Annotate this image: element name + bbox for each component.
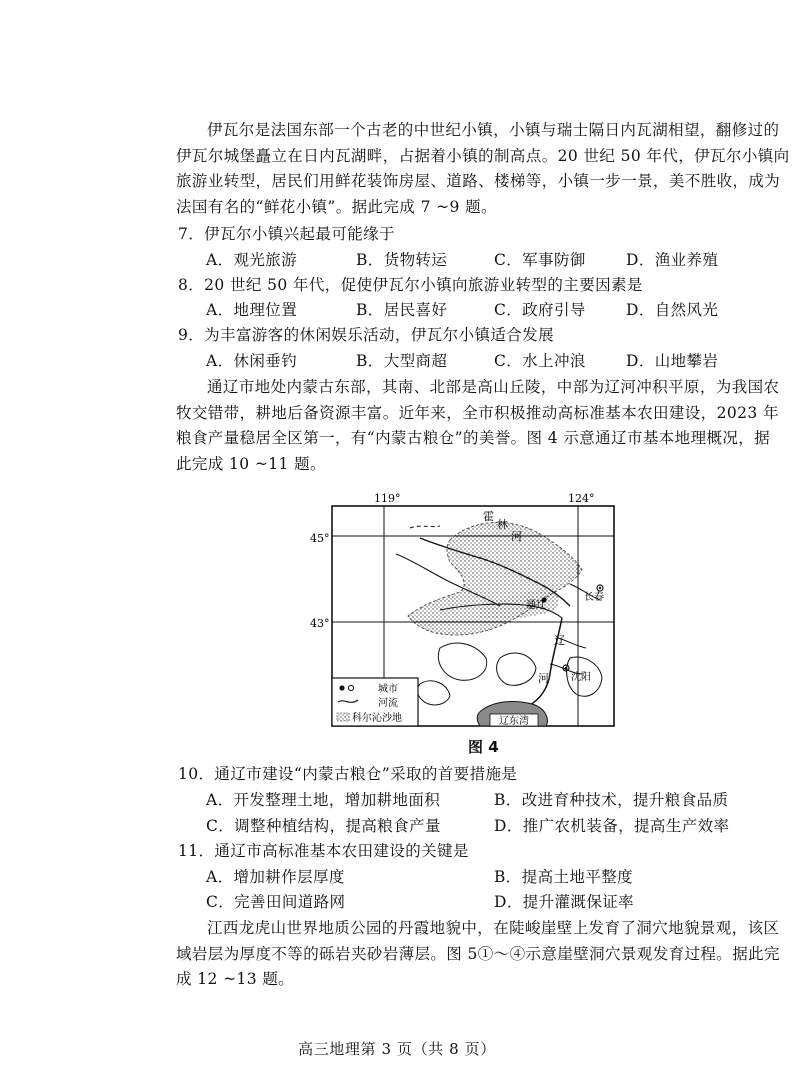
river-label-liao: 辽 (554, 634, 565, 647)
passage-line: 伊瓦尔城堡矗立在日内瓦湖畔，占据着小镇的制高点。20 世纪 50 年代，伊瓦尔小镇向 (176, 146, 790, 165)
option-b: B．提高土地平整度 (494, 868, 633, 886)
option-c: C．军事防御 (494, 251, 586, 269)
question-9-stem: 9．为丰富游客的休闲娱乐活动，伊瓦尔小镇适合发展 (178, 326, 554, 344)
question-11-stem: 11．通辽市高标准基本农田建设的关键是 (178, 842, 469, 860)
city-label-changchun: 长春 (584, 592, 604, 603)
option-d: D．渔业养殖 (626, 251, 719, 269)
river-label-liao-he: 河 (538, 672, 549, 685)
option-c: C．调整种植结构，提高粮食产量 (206, 817, 441, 835)
passage-line: 粮食产量稳居全区第一，有“内蒙古粮仓”的美誉。图 4 示意通辽市基本地理概况，据 (176, 429, 771, 447)
option-a: A．开发整理土地，增加耕地面积 (206, 791, 441, 809)
passage-line: 伊瓦尔是法国东部一个古老的中世纪小镇，小镇与瑞士隔日内瓦湖相望，翻修过的 (207, 121, 780, 139)
city-marker-shenyang-center (565, 667, 567, 669)
lon-label-124: 124° (568, 492, 595, 505)
option-b: B．货物转运 (356, 251, 448, 269)
option-d: D．自然风光 (626, 301, 719, 319)
passage-longhushan (176, 916, 778, 993)
bay-label: 辽东湾 (499, 716, 529, 727)
passage-tongliao (176, 375, 778, 477)
lat-label-45: 45° (310, 532, 330, 545)
question-9-options (206, 349, 766, 374)
passage-yvoire (176, 118, 790, 220)
question-11-options-row2 (206, 890, 766, 915)
question-8-options (206, 298, 766, 323)
option-a: A．增加耕作层厚度 (206, 868, 345, 886)
passage-line: 此完成 10 ~11 题。 (176, 454, 326, 473)
city-label-shenyang: 沈阳 (571, 672, 591, 683)
passage-line: 法国有名的“鲜花小镇”。据此完成 7 ~9 题。 (176, 197, 497, 216)
passage-line: 旅游业转型，居民们用鲜花装饰房屋、道路、楼梯等，小镇一步一景，美不胜收，成为 (176, 172, 781, 190)
option-d: D．提升灌溉保证率 (494, 893, 635, 911)
option-a: A．观光旅游 (206, 251, 298, 269)
option-c: C．完善田间道路网 (206, 893, 346, 911)
option-a: A．地理位置 (206, 301, 298, 319)
lat-label-43: 43° (310, 617, 330, 630)
question-10-stem: 10．通辽市建设“内蒙古粮仓”采取的首要措施是 (178, 765, 518, 783)
lon-label-119: 119° (374, 492, 401, 505)
legend-city-label: 城市 (378, 684, 398, 695)
option-b: B．大型商超 (356, 352, 448, 370)
legend-sand-label: 科尔沁沙地 (352, 713, 402, 724)
question-7-options (206, 248, 766, 273)
passage-line: 域岩层为厚度不等的砾岩夹砂岩薄层。图 5①～④示意崖壁洞穴景观发育过程。据此完 (176, 944, 780, 963)
option-d: D．推广农机装备，提高生产效率 (494, 817, 730, 835)
option-b: B．居民喜好 (356, 301, 448, 319)
question-10-options-row1 (206, 788, 766, 813)
passage-line: 通辽市地处内蒙古东部，其南、北部是高山丘陵，中部为辽河冲积平原，为我国农 (207, 378, 780, 396)
passage-line: 牧交错带，耕地后备资源丰富。近年来，全市积极推动高标准基本农田建设，2023 年 (176, 403, 779, 422)
legend-river-label: 河流 (378, 698, 398, 709)
river-label-lin: 林 (497, 518, 508, 531)
option-b: B．改进育种技术，提升粮食品质 (494, 791, 729, 809)
option-c: C．政府引导 (494, 301, 586, 319)
city-marker-changchun-center (599, 587, 601, 589)
legend-sand-icon (337, 713, 349, 721)
figure-4-map (300, 488, 620, 736)
city-label-tongliao: 通辽 (526, 600, 546, 611)
question-11-options-row1 (206, 865, 766, 890)
option-a: A．休闲垂钓 (206, 352, 298, 370)
page-footer: 高三地理第 3 页（共 8 页） (298, 1040, 496, 1058)
question-10-options-row2 (206, 814, 766, 839)
question-7-stem: 7．伊瓦尔小镇兴起最可能缘于 (178, 225, 395, 243)
figure-caption: 图 4 (468, 738, 499, 756)
option-c: C．水上冲浪 (494, 352, 586, 370)
passage-line: 成 12 ~13 题。 (176, 970, 295, 988)
question-8-stem: 8．20 世纪 50 年代，促使伊瓦尔小镇向旅游业转型的主要因素是 (178, 276, 643, 294)
option-d: D．山地攀岩 (626, 352, 719, 370)
river-label-huo: 霍 (483, 510, 494, 523)
legend-city-dot-icon (339, 685, 344, 690)
river-label-he: 河 (511, 530, 522, 543)
passage-line: 江西龙虎山世界地质公园的丹霞地貌中，在陡峻崖壁上发育了洞穴地貌景观，该区 (207, 919, 780, 937)
